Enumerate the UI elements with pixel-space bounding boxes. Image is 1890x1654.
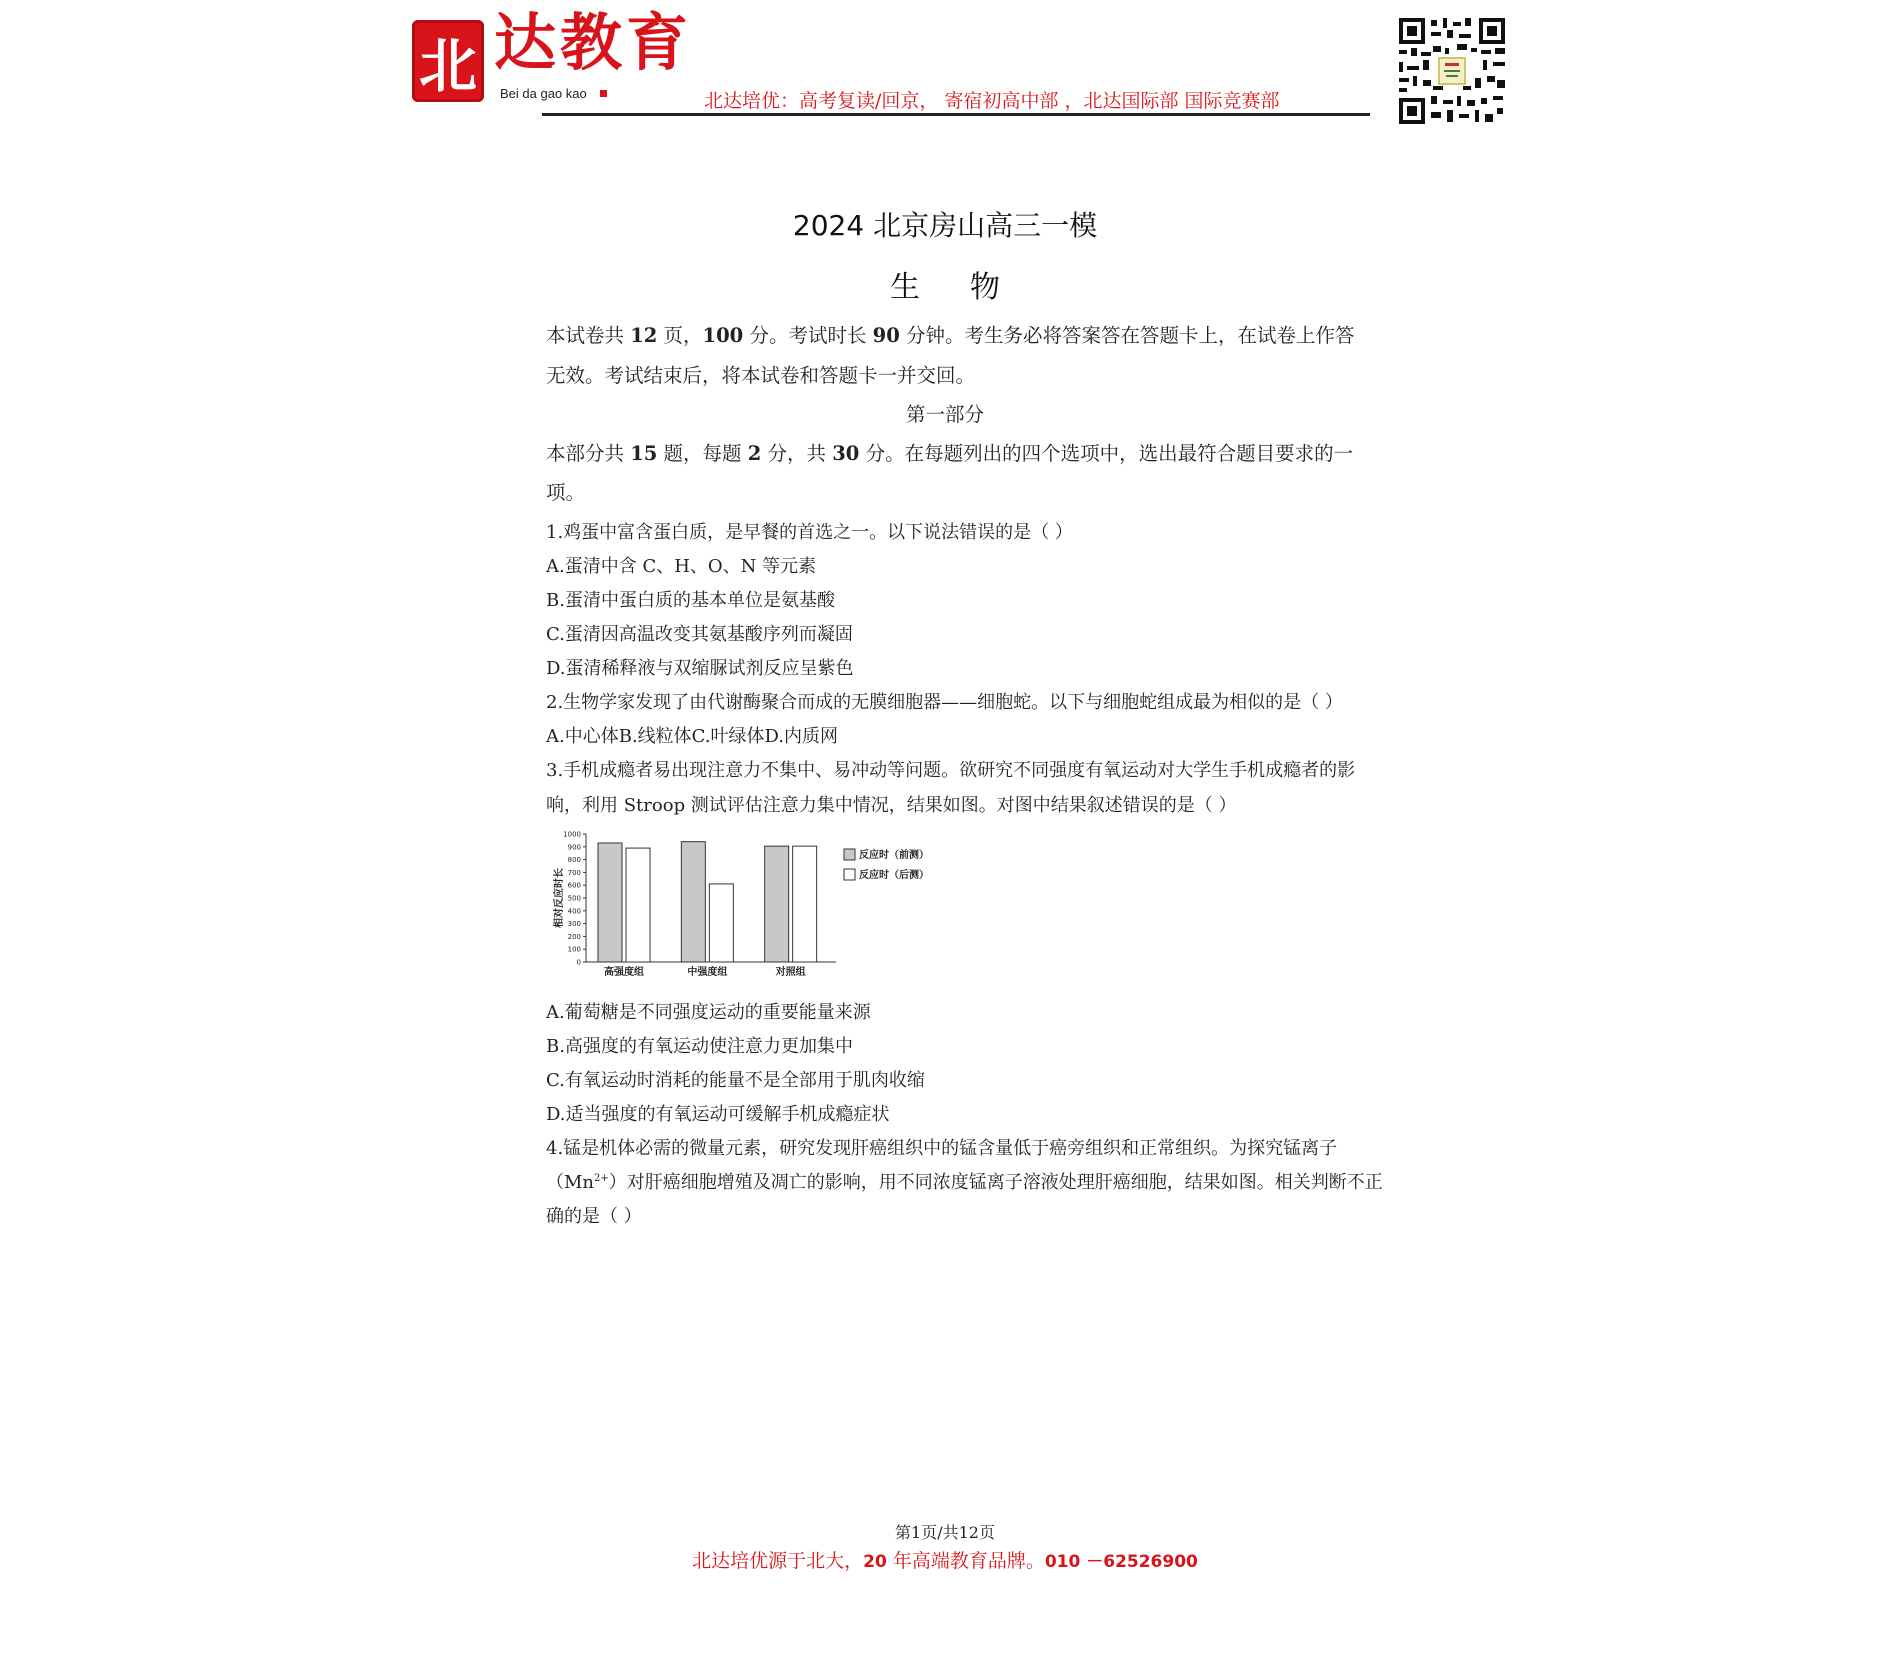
bar-pretest: [765, 846, 789, 962]
question-2-stem: 2.生物学家发现了由代谢酶聚合而成的无膜细胞器——细胞蛇。以下与细胞蛇组成最为相似的是（ ）: [546, 692, 1343, 713]
question-1-option-d: D.蛋清稀释液与双缩脲试剂反应呈紫色: [546, 658, 854, 679]
page-title: 2024 北京房山高三一模: [792, 209, 1098, 242]
x-tick-label: 高强度组: [604, 967, 644, 978]
part-instructions-line-2: 项。: [546, 481, 586, 504]
y-tick-label: 900: [567, 843, 581, 852]
question-1-option-a: A.蛋清中含 C、H、O、N 等元素: [546, 556, 817, 577]
question-1-option-b: B.蛋清中蛋白质的基本单位是氨基酸: [546, 590, 835, 611]
legend-label: 反应时（后测）: [859, 870, 929, 881]
header-slogan: 北达培优：高考复读/回京， 寄宿初高中部 ，北达国际部 国际竞赛部: [704, 90, 1280, 112]
bar-posttest: [793, 846, 817, 962]
question-4-stem-2: $(Mn^{2+})$对肝癌细胞增殖及凋亡的影响，用不同浓度锰离子溶液处理肝癌细胞，结果如图。相关判断不正: [546, 1172, 1383, 1193]
subject-heading: 生物: [890, 270, 1050, 305]
question-4-stem-3: 确的是（ ）: [546, 1206, 642, 1227]
y-tick-label: 800: [567, 856, 581, 865]
x-tick-label: 中强度组: [687, 967, 728, 978]
question-3-option-d: D.适当强度的有氧运动可缓解手机成瘾症状: [546, 1104, 890, 1125]
y-tick-label: 100: [567, 945, 581, 954]
intro-line-1: 本试卷共 12 页，100 分。考试时长 90 分钟。考生务必将答案答在答题卡上，在试卷上作答: [546, 324, 1355, 347]
question-3-stem-1: 3.手机成瘾者易出现注意力不集中、易冲动等问题。欲研究不同强度有氧运动对大学生手机成瘾者的影: [546, 760, 1356, 781]
question-3-stem-2: 响，利用 Stroop 测试评估注意力集中情况，结果如图。对图中结果叙述错误的是（ ）: [546, 795, 1237, 816]
y-tick-label: 600: [567, 881, 581, 890]
y-tick-label: 500: [567, 894, 581, 903]
y-tick-label: 400: [567, 907, 581, 916]
y-axis-label: 相对反应时长: [554, 868, 565, 928]
question-4-stem-1: 4.锰是机体必需的微量元素，研究发现肝癌组织中的锰含量低于癌旁组织和正常组织。为探究锰离子: [546, 1138, 1338, 1159]
x-tick-label: 对照组: [775, 967, 806, 978]
bar-posttest: [709, 884, 733, 962]
question-1-option-c: C.蛋清因高温改变其氨基酸序列而凝固: [546, 624, 853, 645]
bar-pretest: [598, 843, 622, 962]
logo-dot: [600, 90, 607, 97]
question-3-option-b: B.高强度的有氧运动使注意力更加集中: [546, 1036, 853, 1057]
y-tick-label: 1000: [563, 830, 581, 839]
question-1-stem: 1.鸡蛋中富含蛋白质，是早餐的首选之一。以下说法错误的是（ ）: [546, 522, 1073, 543]
y-tick-label: 0: [576, 958, 581, 967]
footer-slogan: 北达培优源于北大，20 年高端教育品牌。010 －62526900: [692, 1550, 1198, 1572]
page-number: 第1页/共12页: [895, 1523, 995, 1542]
y-tick-label: 700: [567, 868, 581, 877]
legend-swatch: [844, 869, 855, 880]
reaction-time-bar-chart: [550, 826, 950, 986]
question-2-options: A.中心体B.线粒体C.叶绿体D.内质网: [546, 726, 839, 747]
question-3-option-c: C.有氧运动时消耗的能量不是全部用于肌肉收缩: [546, 1070, 925, 1091]
bar-posttest: [626, 848, 650, 962]
bar-pretest: [681, 842, 705, 962]
intro-line-2: 无效。考试结束后，将本试卷和答题卡一并交回。: [546, 364, 976, 387]
logo-char: 北: [418, 32, 477, 100]
part-instructions-line-1: 本部分共 15 题，每题 2 分，共 30 分。在每题列出的四个选项中，选出最符合题目要求的一: [546, 442, 1354, 465]
logo-mark: [412, 20, 484, 102]
header-divider: [542, 113, 1370, 116]
qr-code-icon: [1397, 16, 1507, 126]
logo-text: 达教育: [494, 6, 693, 79]
question-3-option-a: A.葡萄糖是不同强度运动的重要能量来源: [546, 1002, 871, 1023]
legend-label: 反应时（前测）: [859, 850, 929, 861]
part-heading: 第一部分: [905, 403, 984, 426]
legend-swatch: [844, 849, 855, 860]
logo-subtitle: Bei da gao kao: [500, 86, 587, 101]
y-tick-label: 200: [567, 932, 581, 941]
y-tick-label: 300: [567, 920, 581, 929]
